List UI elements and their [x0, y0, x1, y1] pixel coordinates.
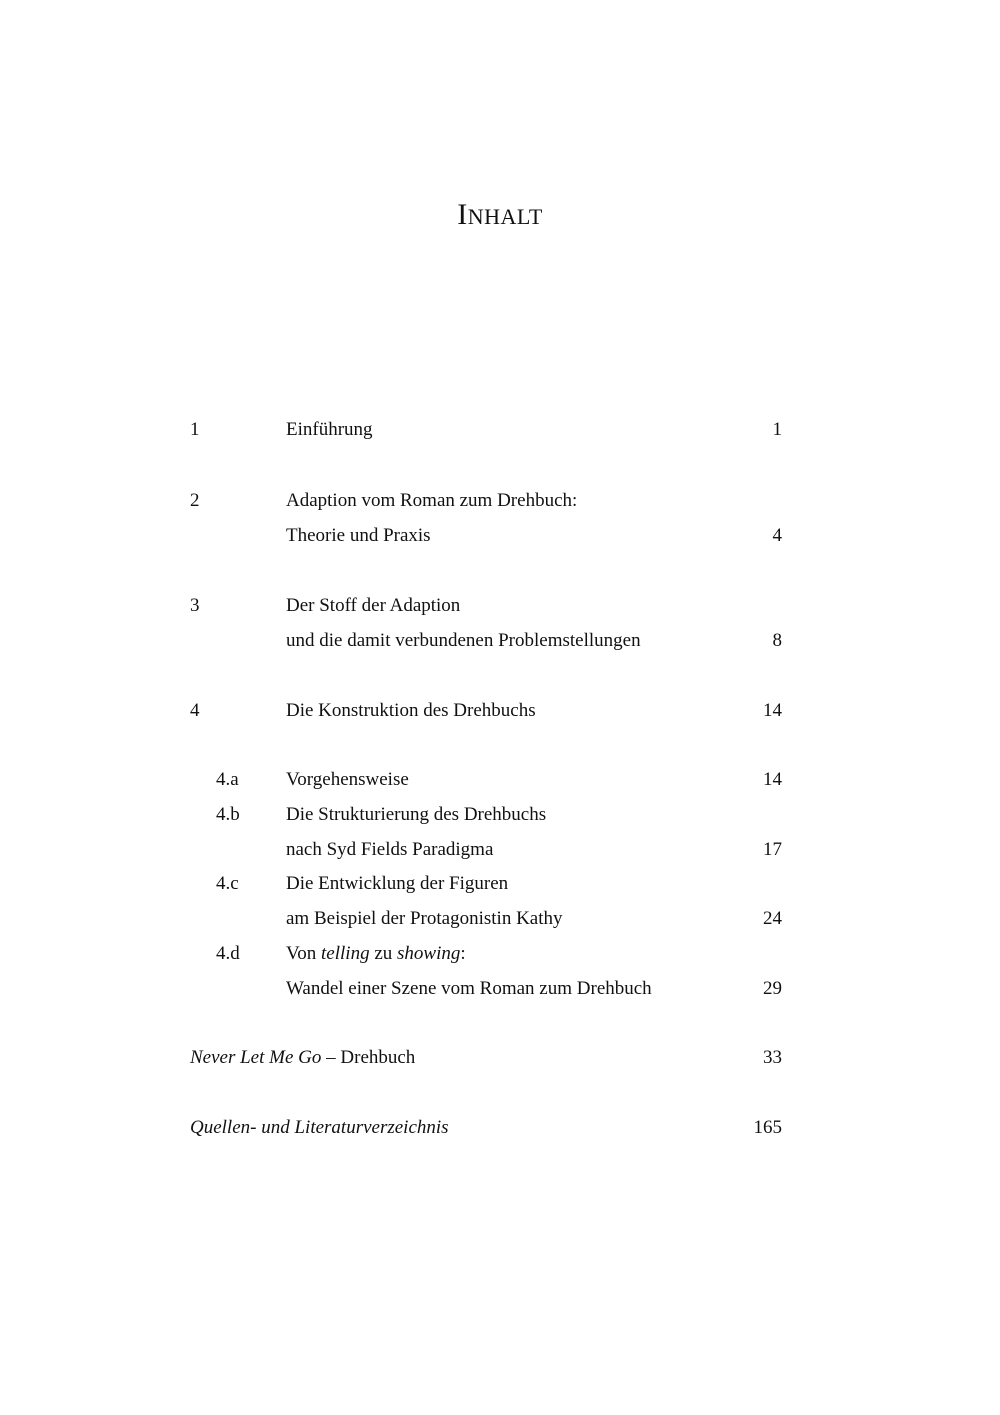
toc-entry-1-page: 1	[772, 419, 782, 440]
toc-entry-4d-page: 29	[763, 978, 782, 999]
toc-number-2: 2	[190, 490, 200, 511]
toc-script-rest: – Drehbuch	[321, 1047, 416, 1068]
toc-entry-4a-page: 14	[763, 769, 782, 790]
title-initial: I	[457, 198, 468, 231]
toc-entry-4a-title: Vorgehensweise	[286, 769, 409, 790]
toc-entry-3-page: 8	[772, 630, 782, 651]
toc-number-4c: 4.c	[216, 873, 239, 894]
toc-entry-2-title-line1: Adaption vom Roman zum Drehbuch:	[286, 490, 578, 511]
toc-number-4d: 4.d	[216, 943, 240, 964]
toc-entry-script-title	[190, 1046, 415, 1070]
toc-entry-4-page: 14	[763, 700, 782, 721]
toc-4d-word-zu: zu	[369, 943, 398, 964]
toc-4d-colon: :	[460, 943, 466, 964]
toc-number-3: 3	[190, 595, 200, 616]
toc-number-1: 1	[190, 419, 200, 440]
toc-4d-word-von: Von	[286, 943, 322, 964]
toc-entry-4b-page: 17	[763, 839, 782, 860]
toc-entry-sources-title	[190, 1116, 449, 1140]
toc-entry-2-page: 4	[772, 525, 782, 546]
toc-entry-4b-title-line2: nach Syd Fields Paradigma	[286, 839, 494, 860]
toc-number-4: 4	[190, 700, 200, 721]
toc-4d-word-telling: telling	[321, 943, 370, 964]
toc-entry-3-title-line1: Der Stoff der Adaption	[286, 595, 461, 616]
toc-entry-4d-title-line1	[286, 942, 466, 966]
toc-entry-2-title-line2: Theorie und Praxis	[286, 525, 431, 546]
toc-entry-4c-title-line1: Die Entwicklung der Figuren	[286, 873, 509, 894]
toc-entry-3-title-line2: und die damit verbundenen Problemstellungen	[286, 630, 641, 651]
toc-number-4b: 4.b	[216, 804, 240, 825]
toc-number-4a: 4.a	[216, 769, 239, 790]
toc-entry-4d-title-line2: Wandel einer Szene vom Roman zum Drehbuch	[286, 978, 652, 999]
toc-entry-4-title: Die Konstruktion des Drehbuchs	[286, 700, 536, 721]
toc-script-italic: Never Let Me Go	[190, 1047, 322, 1068]
toc-entry-4c-title-line2: am Beispiel der Protagonistin Kathy	[286, 908, 563, 929]
toc-sources-italic: Quellen- und Literaturverzeichnis	[190, 1117, 449, 1138]
toc-entry-4c-page: 24	[763, 908, 782, 929]
toc-entry-script-page: 33	[763, 1047, 782, 1068]
toc-entry-1-title: Einführung	[286, 419, 373, 440]
toc-4d-word-showing: showing	[397, 943, 461, 964]
title-rest: NHALT	[467, 204, 543, 229]
toc-entry-4b-title-line1: Die Strukturierung des Drehbuchs	[286, 804, 547, 825]
toc-entry-sources-page: 165	[753, 1117, 782, 1138]
